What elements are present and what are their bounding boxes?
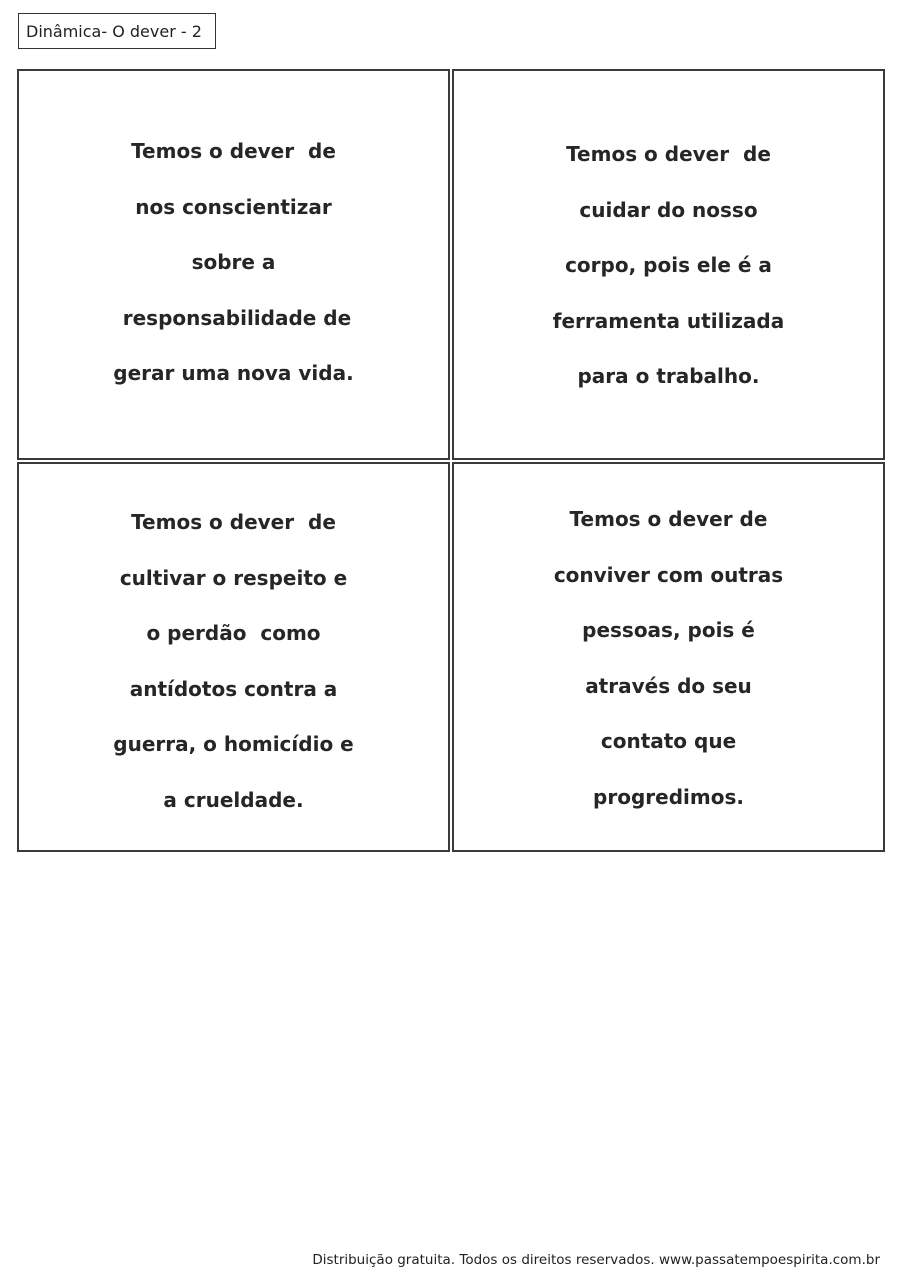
card-duty-2	[452, 69, 885, 460]
card-text: Temos o dever de nos conscientizar sobre a responsabilidade de gerar uma nova vida.	[113, 139, 354, 385]
card-text: Temos o dever de conviver com outras pessoas, pois é através do seu contato que progredimos.	[553, 507, 784, 809]
card-duty-1	[17, 69, 450, 460]
card-duty-4	[452, 462, 885, 852]
card-duty-3	[17, 462, 450, 852]
card-text: Temos o dever de cuidar do nosso corpo, pois ele é a ferramenta utilizada para o trabalho.	[552, 142, 785, 388]
document-title: Dinâmica- O dever - 2	[18, 13, 216, 49]
card-text: Temos o dever de cultivar o respeito e o perdão como antídotos contra a guerra, o homicídio e a crueldade.	[113, 510, 354, 812]
footer-copyright: Distribuição gratuita. Todos os direitos reservados. www.passatempoespirita.com.br	[312, 1252, 880, 1268]
